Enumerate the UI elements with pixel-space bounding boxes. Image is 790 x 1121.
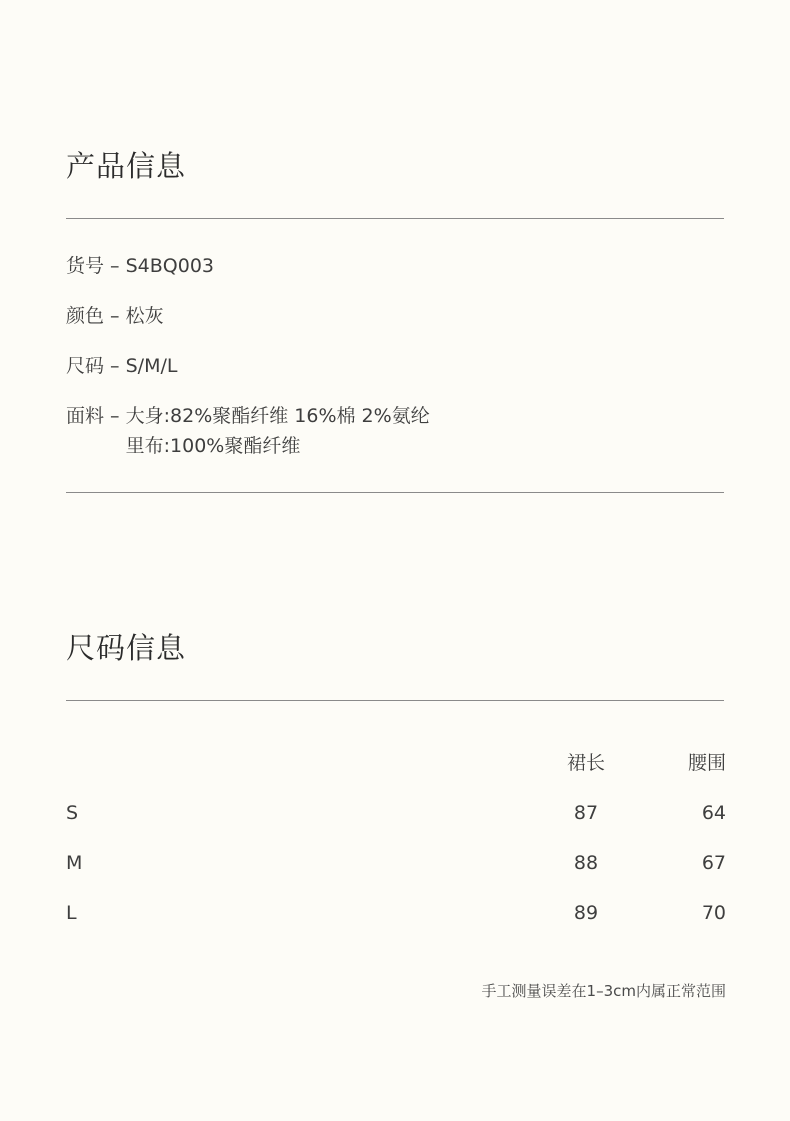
info-row-color [66, 301, 164, 331]
info-label: 尺码 [66, 355, 105, 377]
info-value: 松灰 [125, 305, 164, 327]
info-separator: – [104, 355, 126, 377]
info-separator: – [104, 305, 126, 327]
size-info-divider [66, 700, 724, 701]
waist-value: 64 [701, 802, 726, 824]
size-table-header [66, 748, 726, 798]
fabric-shell-value: 大身:82%聚酯纤维 16%棉 2%氨纶 [125, 405, 430, 427]
info-label: 颜色 [66, 305, 105, 327]
size-info-title: 尺码信息 [66, 631, 187, 665]
skirt-length-value: 89 [573, 902, 599, 924]
info-label: 货号 [66, 255, 105, 277]
waist-value: 67 [701, 852, 726, 874]
info-value: S/M/L [125, 355, 178, 377]
info-label: 面料 [66, 405, 105, 427]
size-label: M [66, 852, 83, 874]
size-label: S [66, 802, 79, 824]
product-info-top-divider [66, 218, 724, 219]
fabric-lining-value: 里布:100%聚酯纤维 [125, 435, 301, 457]
skirt-length-value: 87 [573, 802, 599, 824]
waist-value: 70 [701, 902, 726, 924]
info-value: S4BQ003 [125, 255, 215, 277]
skirt-length-value: 88 [573, 852, 599, 874]
size-label: L [66, 902, 77, 924]
header-skirt-length: 裙长 [566, 752, 605, 774]
header-waist: 腰围 [687, 752, 726, 774]
product-info-title: 产品信息 [66, 149, 187, 183]
info-row-item-number [66, 251, 214, 281]
size-table [66, 748, 726, 948]
info-row-size [66, 351, 177, 381]
info-separator: – [104, 255, 126, 277]
table-row [66, 898, 726, 948]
info-row-fabric [66, 401, 430, 461]
table-row [66, 798, 726, 848]
measurement-note: 手工测量误差在1–3cm内属正常范围 [481, 982, 726, 1000]
product-info-bottom-divider [66, 492, 724, 493]
table-row [66, 848, 726, 898]
info-separator: – [104, 405, 126, 427]
